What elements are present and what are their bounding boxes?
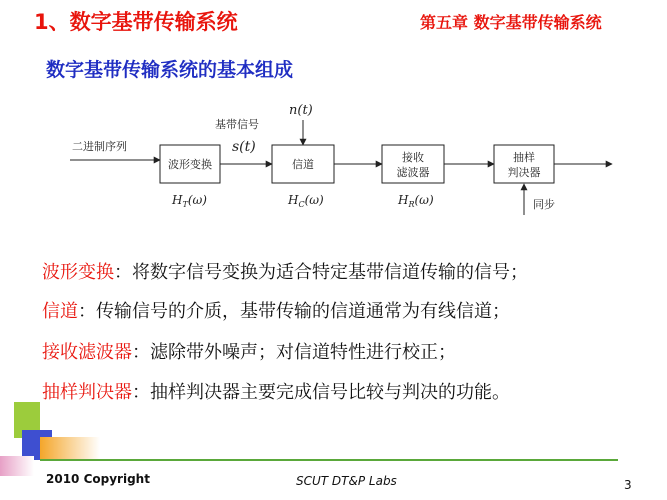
- description-waveform-transform: [42, 258, 528, 284]
- block-receive-filter-line2: 滤波器: [396, 166, 430, 179]
- description-text: ：抽样判决器主要完成信号比较与判决的功能。: [132, 382, 510, 403]
- sync-label: 同步: [533, 198, 555, 211]
- block-diagram: [0, 0, 667, 240]
- decoration-orange-bar: [40, 437, 100, 459]
- block-sampling-decision-line2: 判决器: [507, 166, 541, 179]
- footer-lab: SCUT DT&P Labs: [296, 474, 397, 488]
- transfer-ht: $H_T(\omega)$: [172, 193, 207, 209]
- description-term: 抽样判决器: [42, 382, 132, 403]
- block-channel-label: 信道: [292, 158, 314, 171]
- description-receive-filter: [42, 338, 456, 364]
- input-label: 二进制序列: [72, 140, 127, 153]
- transfer-hr: $H_R(\omega)$: [398, 193, 434, 209]
- description-sampling-decision: [42, 378, 510, 404]
- chapter-title: 第五章 数字基带传输系统: [420, 13, 602, 32]
- description-text: ：传输信号的介质，基带传输的信道通常为有线信道；: [78, 301, 510, 322]
- slide-subtitle: 数字基带传输系统的基本组成: [46, 59, 294, 81]
- block-waveform-transform-label: 波形变换: [168, 158, 212, 171]
- block-receive-filter-line1: 接收: [402, 151, 424, 164]
- description-text: ：滤除带外噪声；对信道特性进行校正；: [132, 342, 456, 363]
- section-title: 1、数字基带传输系统: [34, 10, 238, 34]
- description-term: 波形变换: [42, 262, 114, 283]
- noise-label: n(t): [289, 103, 313, 118]
- description-text: ：将数字信号变换为适合特定基带信道传输的信号；: [114, 262, 528, 283]
- signal-label: s(t): [232, 139, 256, 155]
- decoration-pink-bar: [0, 456, 34, 476]
- page-number: 3: [624, 478, 632, 492]
- description-term: 接收滤波器: [42, 342, 132, 363]
- block-sampling-decision-line1: 抽样: [513, 151, 535, 164]
- description-term: 信道: [42, 301, 78, 322]
- description-channel: [42, 297, 510, 323]
- footer-divider: [40, 459, 618, 461]
- transfer-hc: $H_C(\omega)$: [288, 193, 324, 209]
- footer-copyright: 2010 Copyright: [46, 472, 150, 486]
- baseband-label: 基带信号: [215, 118, 259, 131]
